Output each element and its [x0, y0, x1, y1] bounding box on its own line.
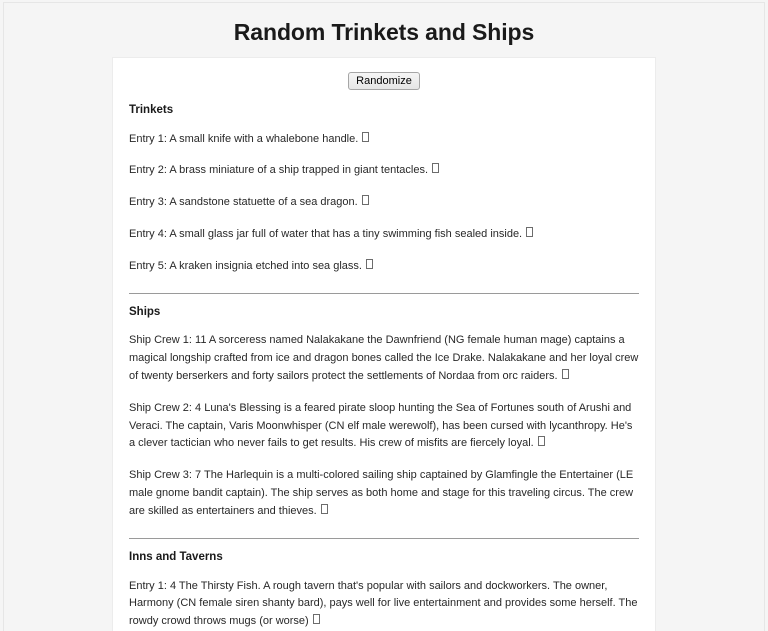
entry-body: Entry 5: A kraken insignia etched into sea glass. — [129, 259, 362, 272]
missing-glyph-icon — [538, 436, 545, 446]
entry-body: Entry 3: A sandstone statuette of a sea dragon. — [129, 196, 358, 209]
entry-body: Ship Crew 2: 4 Luna's Blessing is a feared pirate sloop hunting the Sea of Fortunes south of Arushi and Veraci. The captain, Varis Moonwhisper (CN elf male werewolf), has been cursed with lycanthropy. He's a clever tactician who never fails to get results. His crew of misfits are fiercely loyal. — [129, 401, 633, 450]
entry-text — [129, 578, 639, 631]
missing-glyph-icon — [432, 163, 439, 173]
section-divider — [129, 538, 639, 539]
entry-text — [129, 131, 639, 149]
randomize-button[interactable]: Randomize — [348, 72, 420, 90]
entry-body: Ship Crew 1: 11 A sorceress named Nalakakane the Dawnfriend (NG female human mage) captains a magical longship crafted from ice and dragon bones called the Ice Drake. Nalakakane and her loyal crew of twenty berserkers and forty sailors protect the settlements of Nordaa from orc raiders. — [129, 334, 639, 383]
entry-text — [129, 467, 639, 520]
missing-glyph-icon — [313, 614, 320, 624]
entry-text — [129, 194, 639, 212]
section-heading: Ships — [129, 305, 161, 318]
randomize-button-row — [129, 71, 639, 90]
entry-body: Entry 2: A brass miniature of a ship trapped in giant tentacles. — [129, 164, 429, 177]
entry-text — [129, 400, 639, 453]
missing-glyph-icon — [526, 227, 533, 237]
entry-body: Ship Crew 3: 7 The Harlequin is a multi-colored sailing ship captained by Glamfingle the Entertainer (LE male gnome bandit captain). The ship serves as both home and stage for this traveling circus. The crew are skilled as entertainers and thieves. — [129, 469, 634, 517]
entry-text — [129, 162, 639, 180]
section — [129, 551, 639, 631]
entry-text — [129, 226, 639, 244]
missing-glyph-icon — [321, 504, 328, 514]
section — [129, 104, 639, 276]
sections-container — [129, 104, 639, 631]
missing-glyph-icon — [362, 132, 369, 142]
section-entries — [129, 578, 639, 631]
entry-text — [129, 258, 639, 276]
section-entries — [129, 131, 639, 276]
entry-body: Entry 4: A small glass jar full of water that has a tiny swimming fish sealed inside. — [129, 227, 523, 240]
section-divider — [129, 293, 639, 294]
section — [129, 306, 639, 521]
missing-glyph-icon — [366, 259, 373, 269]
missing-glyph-icon — [362, 195, 369, 205]
page-title: Random Trinkets and Ships — [233, 19, 535, 45]
section-entries — [129, 332, 639, 520]
content-card — [112, 57, 656, 631]
entry-text — [129, 332, 639, 385]
section-heading: Inns and Taverns — [129, 550, 223, 563]
missing-glyph-icon — [562, 369, 569, 379]
section-heading: Trinkets — [129, 103, 174, 116]
page-frame — [3, 2, 765, 631]
entry-body: Entry 1: 4 The Thirsty Fish. A rough tavern that's popular with sailors and dockworkers. The owner, Harmony (CN female siren shanty bard), pays well for live entertainment and provides some herself. The rowdy crowd throws mugs (or worse) — [129, 579, 638, 628]
entry-body: Entry 1: A small knife with a whalebone handle. — [129, 132, 359, 145]
